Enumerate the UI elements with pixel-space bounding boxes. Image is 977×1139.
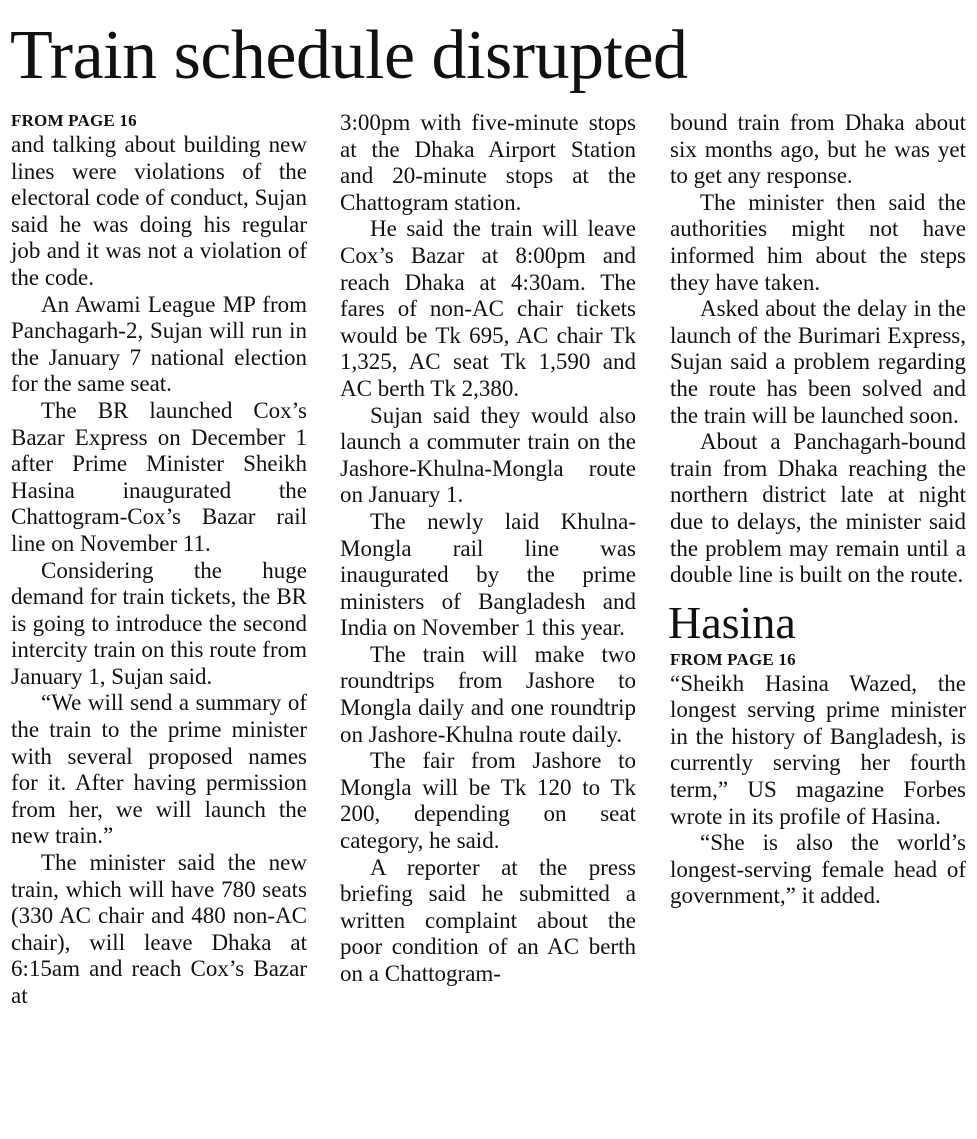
- paragraph: The fair from Jashore to Mongla will be Tk 120 to Tk 200, depending on seat category, he said.: [340, 748, 636, 854]
- paragraph: “She is also the world’s longest-serving female head of government,” it added.: [670, 830, 966, 909]
- article-column-2: [340, 110, 636, 988]
- paragraph: About a Panchagarh-bound train from Dhaka reaching the northern district late at night due to delays, the minister said the problem may remain until a double line is built on the route.: [670, 429, 966, 588]
- paragraph: “Sheikh Hasina Wazed, the longest serving prime minister in the history of Bangladesh, is currently serving her fourth term,” US magazine Forbes wrote in its profile of Hasina.: [670, 670, 966, 829]
- paragraph: “We will send a summary of the train to the prime minister with several proposed names for it. After having permission from her, we will launch the new train.”: [11, 690, 307, 849]
- paragraph: An Awami League MP from Panchagarh-2, Sujan will run in the January 7 national election for the same seat.: [11, 291, 307, 397]
- paragraph: bound train from Dhaka about six months ago, but he was yet to get any response.: [670, 110, 966, 189]
- from-page-kicker: FROM PAGE 16: [670, 649, 796, 669]
- article-column-1: [11, 110, 307, 1010]
- paragraph: 3:00pm with five-minute stops at the Dhaka Airport Station and 20-minute stops at the Chattogram station.: [340, 110, 636, 215]
- paragraph: The newly laid Khulna-Mongla rail line was inaugurated by the prime ministers of Bangladesh and India on November 1 this year.: [340, 508, 636, 641]
- subhead-hasina: Hasina: [668, 596, 796, 648]
- paragraph: Sujan said they would also launch a commuter train on the Jashore-Khulna-Mongla route on January 1.: [340, 402, 636, 508]
- paragraph: The BR launched Cox’s Bazar Express on December 1 after Prime Minister Sheikh Hasina inaugurated the Chattogram-Cox’s Bazar rail line on November 11.: [11, 397, 307, 556]
- paragraph: The minister then said the authorities might not have informed him about the steps they have taken.: [670, 189, 966, 295]
- paragraph: Asked about the delay in the launch of the Burimari Express, Sujan said a problem regarding the route has been solved and the train will be launched soon.: [670, 296, 966, 428]
- paragraph: He said the train will leave Cox’s Bazar at 8:00pm and reach Dhaka at 4:30am. The fares of non-AC chair tickets would be Tk 695, AC chair Tk 1,325, AC seat Tk 1,590 and AC berth Tk 2,380.: [340, 216, 636, 401]
- paragraph: and talking about building new lines were violations of the electoral code of conduct, Sujan said he was doing his regular job and it was not a violation of the code.: [11, 132, 307, 290]
- paragraph: Considering the huge demand for train tickets, the BR is going to introduce the second intercity train on this route from January 1, Sujan said.: [11, 557, 307, 689]
- paragraph: The train will make two roundtrips from Jashore to Mongla daily and one roundtrip on Jashore-Khulna route daily.: [340, 641, 636, 747]
- article-column-3: [670, 110, 966, 910]
- paragraph: The minister said the new train, which will have 780 seats (330 AC chair and 480 non-AC chair), will leave Dhaka at 6:15am and reach Cox’s Bazar at: [11, 850, 307, 1008]
- headline: Train schedule disrupted: [10, 17, 688, 94]
- from-page-kicker: FROM PAGE 16: [11, 111, 137, 130]
- paragraph: A reporter at the press briefing said he submitted a written complaint about the poor condition of an AC berth on a Chattogram-: [340, 854, 636, 986]
